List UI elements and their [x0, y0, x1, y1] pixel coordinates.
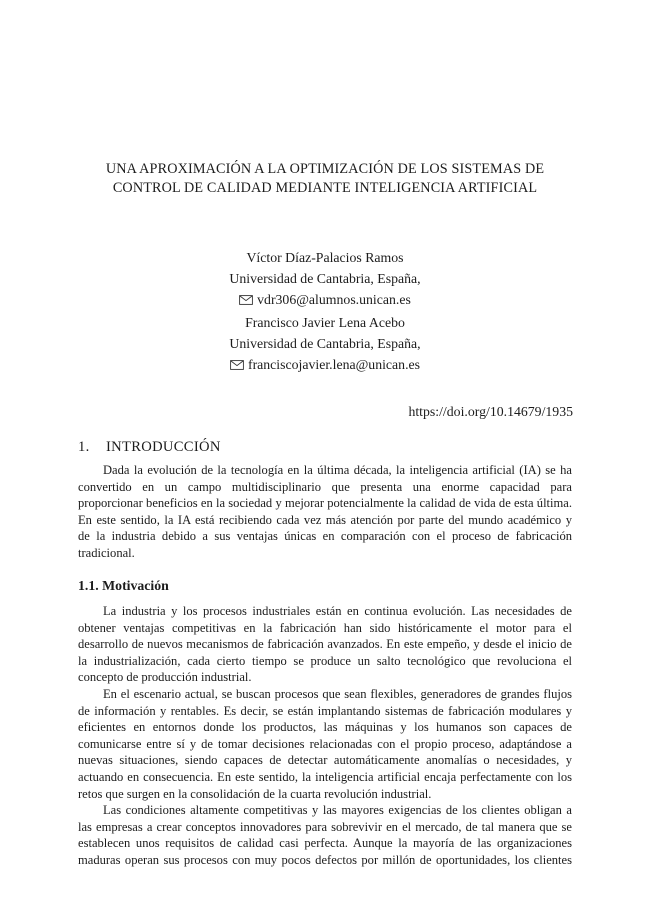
text-line: de la industria debido a sus ventajas únicas en comparación con el proceso de fabricación: [78, 529, 572, 544]
title-line-1: UNA APROXIMACIÓN A LA OPTIMIZACIÓN DE LOS SISTEMAS DE: [105, 161, 545, 177]
text-line: maduras operan sus procesos con muy pocos defectos por millón de oportunidades, los clientes: [78, 852, 572, 867]
motivation-text: [78, 603, 572, 869]
text-line: proporcionar beneficios en la sociedad y mejorar potencialmente la calidad de vida de esta última.: [78, 496, 572, 511]
text-line: En este sentido, la IA está recibiendo cada vez más atención por parte del mundo académico y: [78, 512, 572, 527]
text-line: Las condiciones altamente competitivas y las mayores exigencias de los clientes obligan a: [103, 803, 572, 818]
paper-title: [78, 160, 572, 198]
doi-link[interactable]: https://doi.org/10.14679/1935: [408, 404, 573, 419]
text-line: retos que surgen en la consolidación de la cuarta revolución industrial.: [78, 786, 432, 801]
author-affiliation: Universidad de Cantabria, España,: [229, 336, 421, 351]
envelope-icon: [230, 360, 244, 370]
text-line: actuando en consecuencia. En este sentido, la inteligencia artificial encaja perfectamente con los: [78, 769, 572, 784]
author-email-row[interactable]: [78, 354, 572, 375]
title-line-2: CONTROL DE CALIDAD MEDIANTE INTELIGENCIA ARTIFICIAL: [112, 180, 538, 196]
text-line: obtener ventajas competitivas en la fabricación han sido históricamente el motor para el: [78, 620, 572, 635]
author-email[interactable]: vdr306@alumnos.unican.es: [257, 292, 411, 307]
text-line: En el escenario actual, se buscan procesos que sean flexibles, generadores de grandes flujos: [103, 686, 572, 701]
section-title: INTRODUCCIÓN: [106, 439, 221, 455]
author-block-2: [78, 312, 572, 375]
subsection-heading: 1.1. Motivación: [78, 578, 169, 593]
text-line: desarrollo de nuevos mecanismos de fabricación avanzados. En este empeño, y desde el inicio de: [78, 637, 572, 652]
text-line: concepto de producción industrial.: [78, 670, 252, 685]
text-line: establecen unos requisitos de calidad casi perfecta. Aunque la mayoría de las organizaciones: [78, 836, 572, 851]
text-line: de información y rentables. Es decir, se están implantando sistemas de fabricación modulares y: [78, 703, 572, 718]
text-line: La industria y los procesos industriales están en continua evolución. Las necesidades de: [103, 604, 572, 618]
envelope-icon: [239, 295, 253, 305]
author-email[interactable]: franciscojavier.lena@unican.es: [247, 357, 421, 372]
intro-paragraph: [78, 462, 572, 562]
text-line: comunicarse entre sí y de tomar decisiones relacionadas con el propio proceso, adaptándose a: [78, 736, 572, 751]
text-line: nuevas situaciones, siendo capaces de detectar automáticamente anomalías o necesidades, y: [78, 753, 572, 768]
text-line: convertido en un campo multidisciplinario que presenta una enorme capacidad para: [78, 479, 572, 494]
author-name: Francisco Javier Lena Acebo: [245, 315, 405, 330]
section-heading: [78, 437, 221, 457]
author-affiliation: Universidad de Cantabria, España,: [229, 271, 421, 286]
text-line: las empresas a crear conceptos innovadores para sobrevivir en el mercado, de tal manera que se: [78, 819, 572, 834]
text-line: tradicional.: [78, 545, 135, 560]
author-block-1: [78, 247, 572, 310]
author-name: Víctor Díaz-Palacios Ramos: [246, 250, 404, 265]
text-line: Dada la evolución de la tecnología en la última década, la inteligencia artificial (IA) se ha: [103, 463, 572, 477]
section-number: 1.: [78, 439, 90, 455]
author-email-row[interactable]: [78, 289, 572, 310]
text-line: la industrialización, cada cierto tiempo se produce un salto tecnológico que revoluciona el: [78, 653, 572, 668]
text-line: eficientes en entornos donde los productos, las máquinas y los humanos son capaces de: [78, 720, 572, 735]
